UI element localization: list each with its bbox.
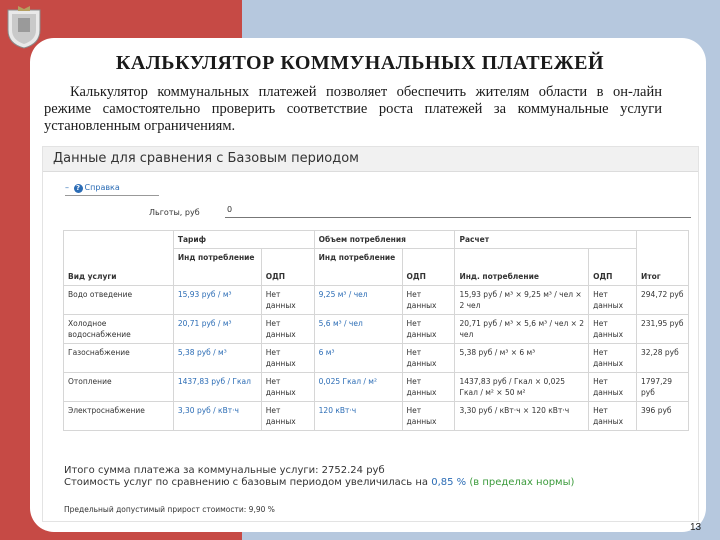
volume-ind-link[interactable]: 6 м³ [314,343,402,372]
total-cell: 396 руб [637,401,689,430]
tariff-odn-cell: Нет данных [261,401,314,430]
benefits-label: Льготы, руб [149,208,200,217]
summary-block [64,465,574,489]
total-cell: 1797,29 руб [637,372,689,401]
table-row [64,343,689,372]
volume-ind-link[interactable]: 5,6 м³ / чел [314,314,402,343]
calc-odn-cell: Нет данных [589,285,637,314]
table-header-row [64,231,689,249]
tariff-odn-cell: Нет данных [261,285,314,314]
calc-odn-cell: Нет данных [589,401,637,430]
payments-table [63,230,689,431]
header-service: Вид услуги [64,249,174,286]
table-row [64,401,689,430]
header-total: Итог [637,249,689,286]
service-cell: Отопление [64,372,174,401]
max-growth: Предельный допустимый прирост стоимости: 9,90 % [64,505,275,514]
tariff-ind-link[interactable]: 20,71 руб / м³ [173,314,261,343]
volume-odn-cell: Нет данных [402,343,455,372]
table-row [64,372,689,401]
service-cell: Электроснабжение [64,401,174,430]
total-cell: 32,28 руб [637,343,689,372]
header-calc-ind: Инд. потребление [455,249,589,286]
header-calc: Расчет [455,231,637,249]
increase-status: (в пределах нормы) [469,477,575,488]
header-service-empty [64,231,174,249]
increase-line [64,477,574,489]
increase-percent: 0,85 % [431,477,467,488]
volume-odn-cell: Нет данных [402,285,455,314]
volume-ind-link[interactable]: 0,025 Гкал / м² [314,372,402,401]
header-calc-odn: ОДП [589,249,637,286]
calculator-screenshot [42,146,699,522]
divider [65,195,159,196]
calc-ind-cell: 15,93 руб / м³ × 9,25 м³ / чел × 2 чел [455,285,589,314]
calc-odn-cell: Нет данных [589,343,637,372]
slide-intro: Калькулятор коммунальных платежей позволяет обеспечить жителям области в он-лайн режиме самостоятельно проверить соответствие роста платежей за коммунальные услуги установленным ограничениям. [44,84,662,134]
header-volume-ind: Инд потребление [314,249,402,286]
calc-odn-cell: Нет данных [589,372,637,401]
benefits-input[interactable]: 0 [227,205,233,214]
tariff-ind-link[interactable]: 15,93 руб / м³ [173,285,261,314]
benefits-input-underline [225,217,691,218]
table-row [64,285,689,314]
total-cell: 231,95 руб [637,314,689,343]
calc-ind-cell: 20,71 руб / м³ × 5,6 м³ / чел × 2 чел [455,314,589,343]
calc-ind-cell: 1437,83 руб / Гкал × 0,025 Гкал / м² × 50 м² [455,372,589,401]
header-volume: Объем потребления [314,231,455,249]
service-cell: Газоснабжение [64,343,174,372]
header-volume-odn: ОДП [402,249,455,286]
question-icon: ? [74,184,83,193]
volume-odn-cell: Нет данных [402,401,455,430]
header-tariff-ind: Инд потребление [173,249,261,286]
tariff-odn-cell: Нет данных [261,372,314,401]
tariff-ind-link[interactable]: 5,38 руб / м³ [173,343,261,372]
help-link[interactable]: – ? Справка [65,183,120,192]
tariff-ind-link[interactable]: 3,30 руб / кВт·ч [173,401,261,430]
calc-ind-cell: 3,30 руб / кВт·ч × 120 кВт·ч [455,401,589,430]
volume-odn-cell: Нет данных [402,372,455,401]
service-cell: Холодное водоснабжение [64,314,174,343]
increase-text: Стоимость услуг по сравнению с базовым периодом увеличилась на [64,477,429,488]
tariff-odn-cell: Нет данных [261,343,314,372]
table-subheader-row [64,249,689,286]
tariff-ind-link[interactable]: 1437,83 руб / Гкал [173,372,261,401]
volume-ind-link[interactable]: 120 кВт·ч [314,401,402,430]
total-cell: 294,72 руб [637,285,689,314]
header-tariff: Тариф [173,231,314,249]
volume-odn-cell: Нет данных [402,314,455,343]
help-label: Справка [84,183,120,192]
total-sum: Итого сумма платежа за коммунальные услуги: 2752.24 руб [64,465,385,476]
calc-odn-cell: Нет данных [589,314,637,343]
table-row [64,314,689,343]
section-header: Данные для сравнения с Базовым периодом [43,147,698,172]
header-total-empty [637,231,689,249]
page-number: 13 [690,522,702,533]
service-cell: Водо отведение [64,285,174,314]
header-tariff-odn: ОДП [261,249,314,286]
tariff-odn-cell: Нет данных [261,314,314,343]
calc-ind-cell: 5,38 руб / м³ × 6 м³ [455,343,589,372]
volume-ind-link[interactable]: 9,25 м³ / чел [314,285,402,314]
slide-title: КАЛЬКУЛЯТОР КОММУНАЛЬНЫХ ПЛАТЕЖЕЙ [115,52,605,74]
